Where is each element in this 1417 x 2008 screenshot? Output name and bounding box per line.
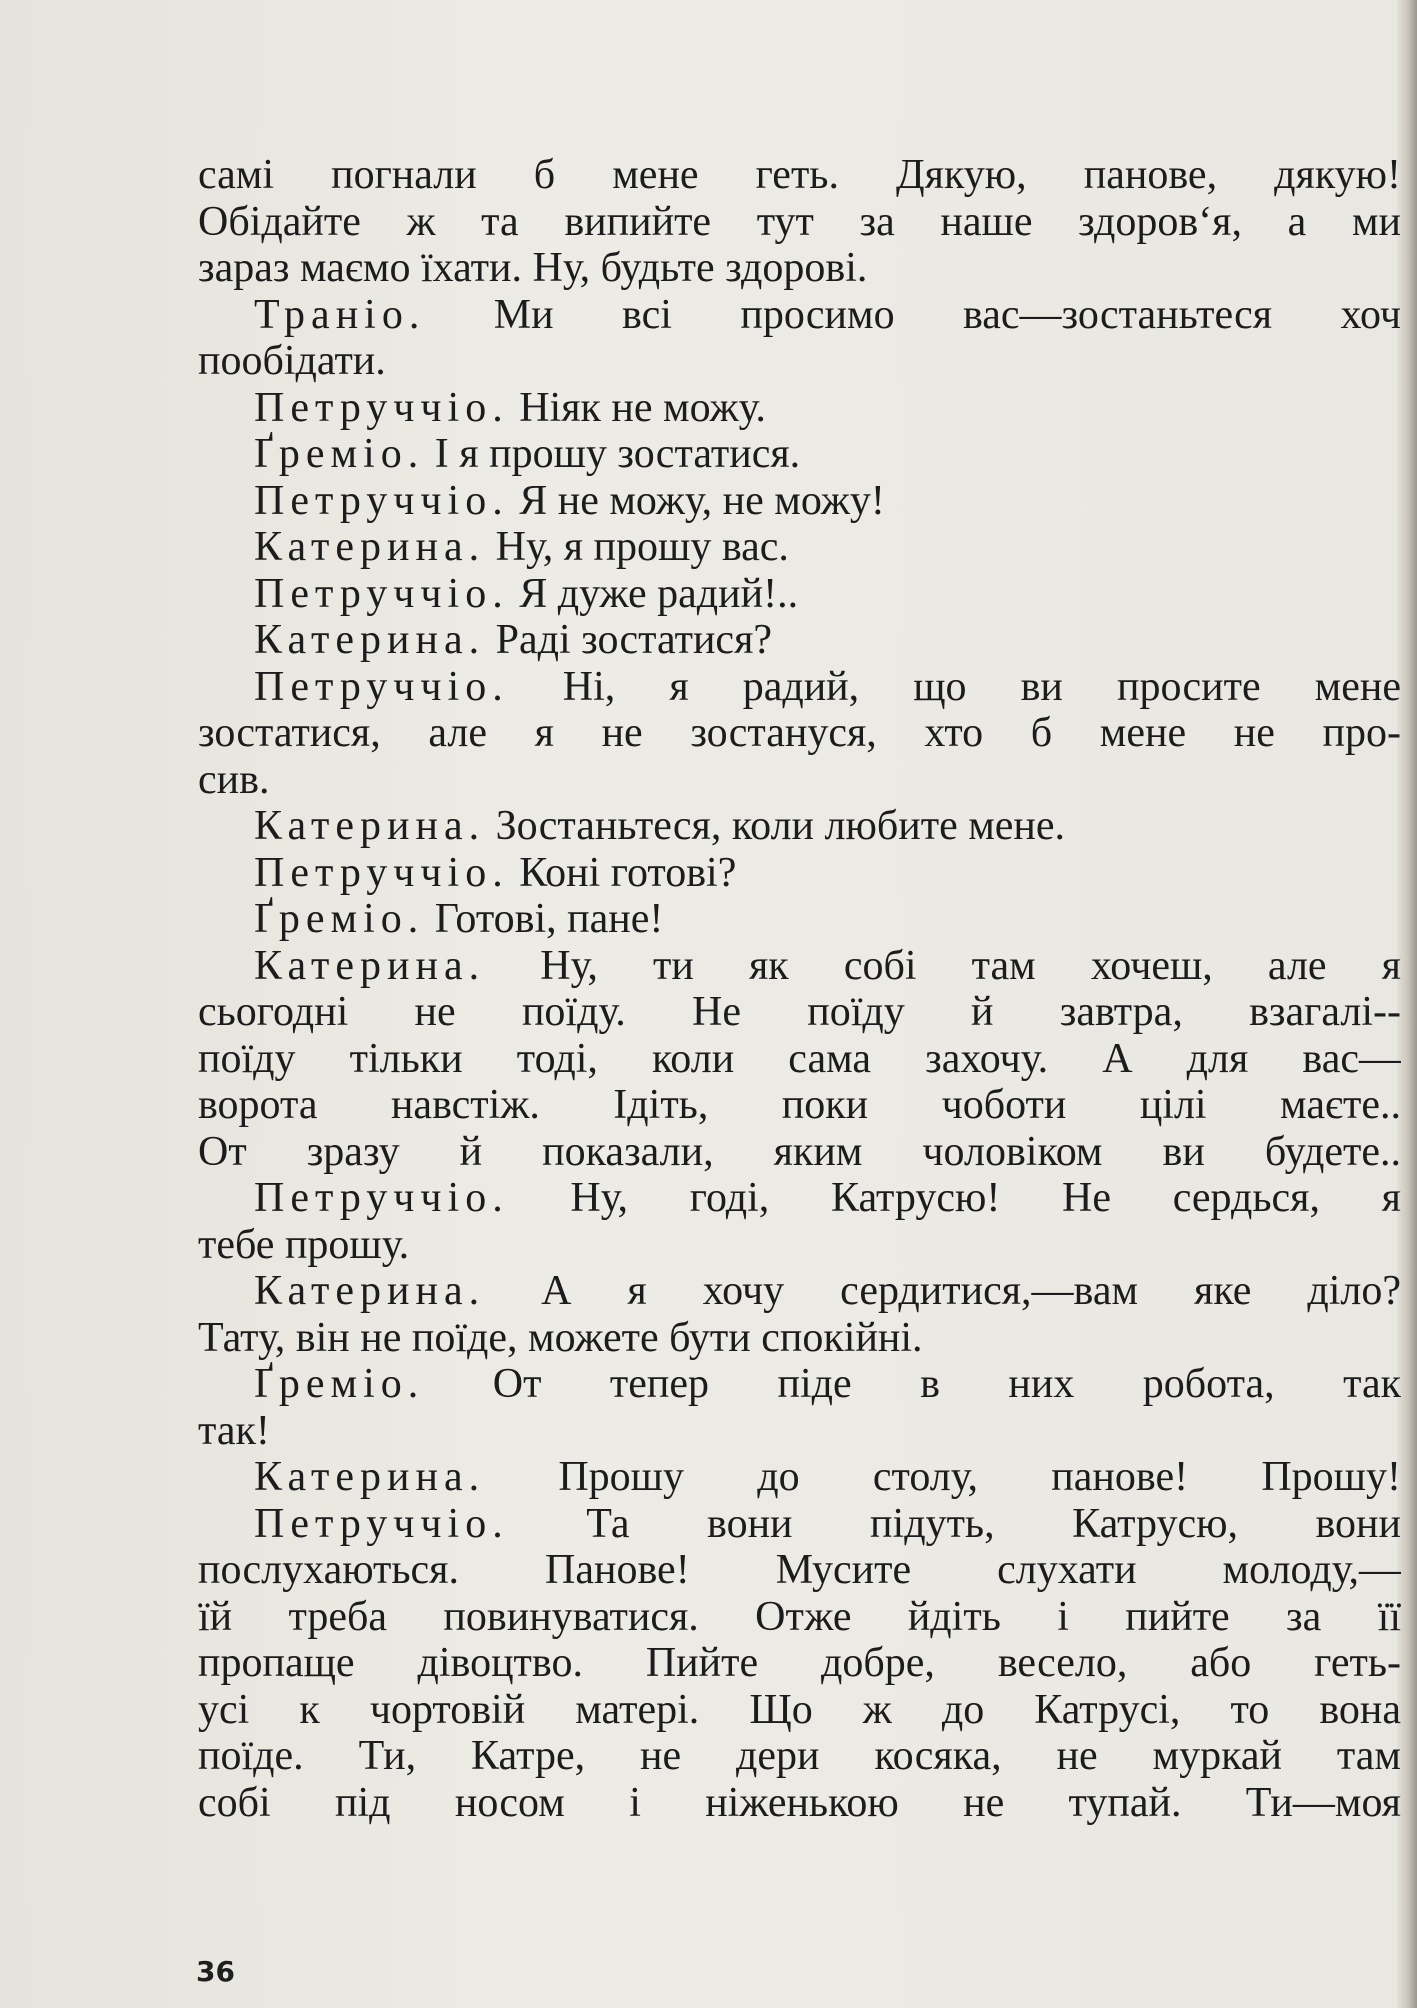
line-text: Коні готові? (508, 849, 737, 896)
dialogue-line (198, 1268, 1401, 1315)
text-line (198, 1129, 1401, 1176)
dialogue-line (198, 943, 1401, 990)
line-text: Та вони підуть, Катрусю, вони (508, 1500, 1401, 1547)
line-text: Тату, він не поїде, можете бути спокійні. (198, 1314, 923, 1361)
dialogue-line (198, 292, 1401, 339)
dialogue-line (198, 1454, 1401, 1501)
speaker-name: Петруччіо. (254, 570, 509, 617)
speaker-name: Петруччіо. (254, 384, 509, 431)
speaker-name: Петруччіо. (254, 1500, 509, 1547)
line-text: тебе прошу. (198, 1221, 410, 1268)
line-text: От тепер піде в них робота, так (424, 1361, 1401, 1407)
line-text: Прошу до столу, панове! Прошу! (485, 1454, 1401, 1500)
speaker-name: Ґреміо. (254, 896, 425, 942)
text-line (198, 1733, 1401, 1780)
line-text: сив. (198, 756, 270, 803)
speaker-name: Петруччіо. (254, 477, 509, 524)
text-line (198, 989, 1401, 1036)
line-text: послухаються. Панове! Мусите слухати молоду,— (198, 1547, 1401, 1593)
line-text: усі к чортовій матері. Що ж до Катрусі, то вона (198, 1686, 1401, 1733)
speaker-name: Ґреміо. (254, 431, 425, 477)
dialogue-line (198, 803, 1401, 850)
dialogue-line (198, 664, 1401, 711)
play-text-block (198, 152, 1401, 1826)
text-line (198, 199, 1401, 246)
dialogue-line (198, 896, 1401, 943)
line-text: Я дуже радий!.. (508, 570, 799, 617)
speaker-name: Катерина. (254, 1268, 486, 1314)
line-text: так! (198, 1407, 270, 1454)
text-line (198, 152, 1401, 199)
text-line (198, 1547, 1401, 1594)
line-text: їй треба повинуватися. Отже йдіть і пийте за її (198, 1593, 1401, 1640)
line-text: Ну, я прошу вас. (485, 524, 789, 570)
line-text: пообідати. (198, 338, 386, 384)
line-text: поїду тільки тоді, коли сама захочу. А для вас— (198, 1035, 1401, 1082)
line-text: Раді зостатися? (485, 617, 773, 663)
speaker-name: Траніо. (254, 291, 426, 338)
text-line (198, 710, 1401, 757)
text-line (198, 1687, 1401, 1734)
dialogue-line (198, 478, 1401, 525)
line-text: собі під носом і ніженькою не тупай. Ти—моя (198, 1779, 1401, 1826)
dialogue-line (198, 385, 1401, 432)
dialogue-line (198, 1501, 1401, 1548)
line-text: Я не можу, не можу! (508, 477, 885, 524)
text-line (198, 338, 1401, 385)
speaker-name: Катерина. (254, 1454, 486, 1500)
text-line (198, 757, 1401, 804)
dialogue-line (198, 1175, 1401, 1222)
line-text: поїде. Ти, Катре, не дери косяка, не муркай там (198, 1733, 1401, 1779)
line-text: самі погнали б мене геть. Дякую, панове, дякую! (198, 152, 1401, 198)
line-text: Зостаньтеся, коли любите мене. (485, 803, 1066, 849)
dialogue-line (198, 524, 1401, 571)
text-line (198, 1640, 1401, 1687)
line-text: І я прошу зостатися. (424, 431, 801, 477)
speaker-name: Петруччіо. (254, 1175, 509, 1221)
line-text: Обідайте ж та випийте тут за наше здоров‘я, а ми (198, 198, 1401, 245)
line-text: сьогодні не поїду. Не поїду й завтра, взагалі-- (198, 989, 1401, 1035)
dialogue-line (198, 850, 1401, 897)
speaker-name: Катерина. (254, 524, 486, 570)
dialogue-line (198, 431, 1401, 478)
dialogue-line (198, 617, 1401, 664)
speaker-name: Ґреміо. (254, 1361, 425, 1407)
speaker-name: Петруччіо. (254, 849, 509, 896)
line-text: Ну, ти як собі там хочеш, але я (485, 942, 1401, 989)
line-text: Ну, годі, Катрусю! Не сердься, я (508, 1175, 1401, 1221)
dialogue-line (198, 571, 1401, 618)
text-line (198, 245, 1401, 292)
speaker-name: Петруччіо. (254, 663, 509, 710)
speaker-name: Катерина. (254, 617, 486, 663)
speaker-name: Катерина. (254, 803, 486, 849)
text-line (198, 1408, 1401, 1455)
text-line (198, 1594, 1401, 1641)
line-text: зараз маємо їхати. Ну, будьте здорові. (198, 245, 868, 291)
text-line (198, 1315, 1401, 1362)
line-text: Готові, пане! (424, 896, 664, 942)
line-text: ворота навстіж. Ідіть, поки чоботи цілі маєте.. (198, 1082, 1401, 1128)
line-text: Ні, я радий, що ви просите мене (508, 663, 1401, 710)
line-text: От зразу й показали, яким чоловіком ви будете.. (198, 1128, 1401, 1175)
line-text: Ми всі просимо вас—зостаньтеся хоч (425, 291, 1401, 338)
line-text: Ніяк не можу. (508, 384, 766, 431)
page-number: 36 (196, 1955, 235, 1988)
dialogue-line (198, 1361, 1401, 1408)
text-line (198, 1780, 1401, 1827)
line-text: зостатися, але я не зостануся, хто б мене не про- (198, 710, 1401, 756)
text-line (198, 1222, 1401, 1269)
speaker-name: Катерина. (254, 942, 486, 989)
text-line (198, 1036, 1401, 1083)
line-text: пропаще дівоцтво. Пийте добре, весело, або геть- (198, 1640, 1401, 1686)
text-line (198, 1082, 1401, 1129)
line-text: А я хочу сердитися,—вам яке діло? (485, 1268, 1401, 1314)
